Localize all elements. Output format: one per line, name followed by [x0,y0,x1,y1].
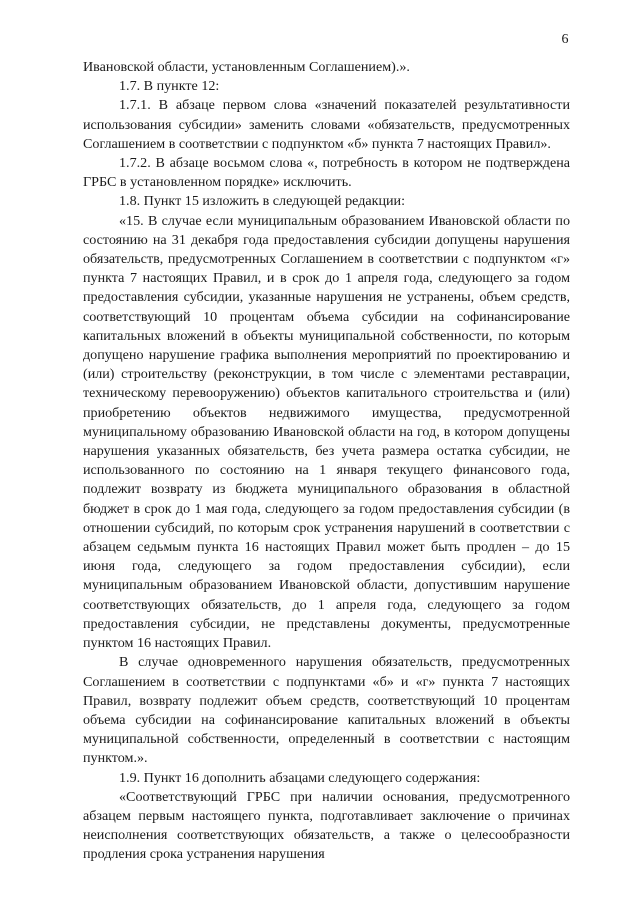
page-number: 6 [561,32,569,47]
paragraph-item-1-9: 1.9. Пункт 16 дополнить абзацами следующего содержания: [119,769,481,786]
paragraph-clause-15: «15. В случае если муниципальным образованием Ивановской области по состоянию на 31 декабря года предоставления субсидии допущены нарушения обязательств, предусмотренных Соглашением в соответствии с подпунктом «г» пункта 7 настоящих Правил, и в срок до 1 апреля года, следующего за годом предоставления субсидии, указанные нарушения не устранены, объем средств, соответствующий 10 процентам объема субсидии на софинансирование капитальных вложений в объекты муниципальной собственности, по которым допущено нарушение графика выполнения мероприятий по проектированию и (или) строительству (реконструкции, в том числе с элементами реставрации, техническому перевооружению) объектов капитального строительства и (или) приобретению объектов недвижимого имущества, предусмотренной муниципальному образованию Ивановской области на год, в котором допущены нарушения указанных обязательств, без учета размера остатка субсидии, не использованного по состоянию на 1 января текущего финансового года, подлежит возврату из бюджета муниципального образования в областной бюджет в срок до 1 мая года, следующего за годом предоставления субсидии (в отношении субсидий, по которым срок устранения нарушений в соответствии с абзацем седьмым пункта 16 настоящих Правил может быть продлен – до 15 июня года, следующего за годом предоставления субсидии), если муниципальным образованием Ивановской области, допустившим нарушение соответствующих обязательств, до 1 апреля года, следующего за годом предоставления субсидии, не представлены документы, предусмотренные пунктом 16 настоящих Правил. [83,212,570,652]
paragraph-continuation: Ивановской области, установленным Соглашением).». [83,59,410,75]
paragraph-item-1-8: 1.8. Пункт 15 изложить в следующей редакции: [119,193,406,210]
paragraph-item-1-7-1: 1.7.1. В абзаце первом слова «значений показателей результативности использования субсидии» заменить словами «обязательств, предусмотренных Соглашением в соответствии с подпунктом «б» пункта 7 настоящих Правил». [83,97,570,152]
document-body [83,58,570,865]
paragraph-simultaneous-violation: В случае одновременного нарушения обязательств, предусмотренных Соглашением в соответствии с подпунктами «б» и «г» пункта 7 настоящих Правил, возврату подлежит объем средств, соответствующий 10 процентам объема субсидии на софинансирование капитальных вложений в объекты муниципальной собственности, определенный в соответствии с настоящим пунктом.». [83,654,570,767]
paragraph-grbs-conclusion: «Соответствующий ГРБС при наличии основания, предусмотренного абзацем первым настоящего пункта, подготавливает заключение о причинах неисполнения соответствующих обязательств, а также о целесообразности продления срока устранения нарушения [83,788,570,863]
paragraph-item-1-7-2: 1.7.2. В абзаце восьмом слова «, потребность в котором не подтверждена ГРБС в установленном порядке» исключить. [83,155,570,191]
paragraph-item-1-7: 1.7. В пункте 12: [119,78,220,95]
